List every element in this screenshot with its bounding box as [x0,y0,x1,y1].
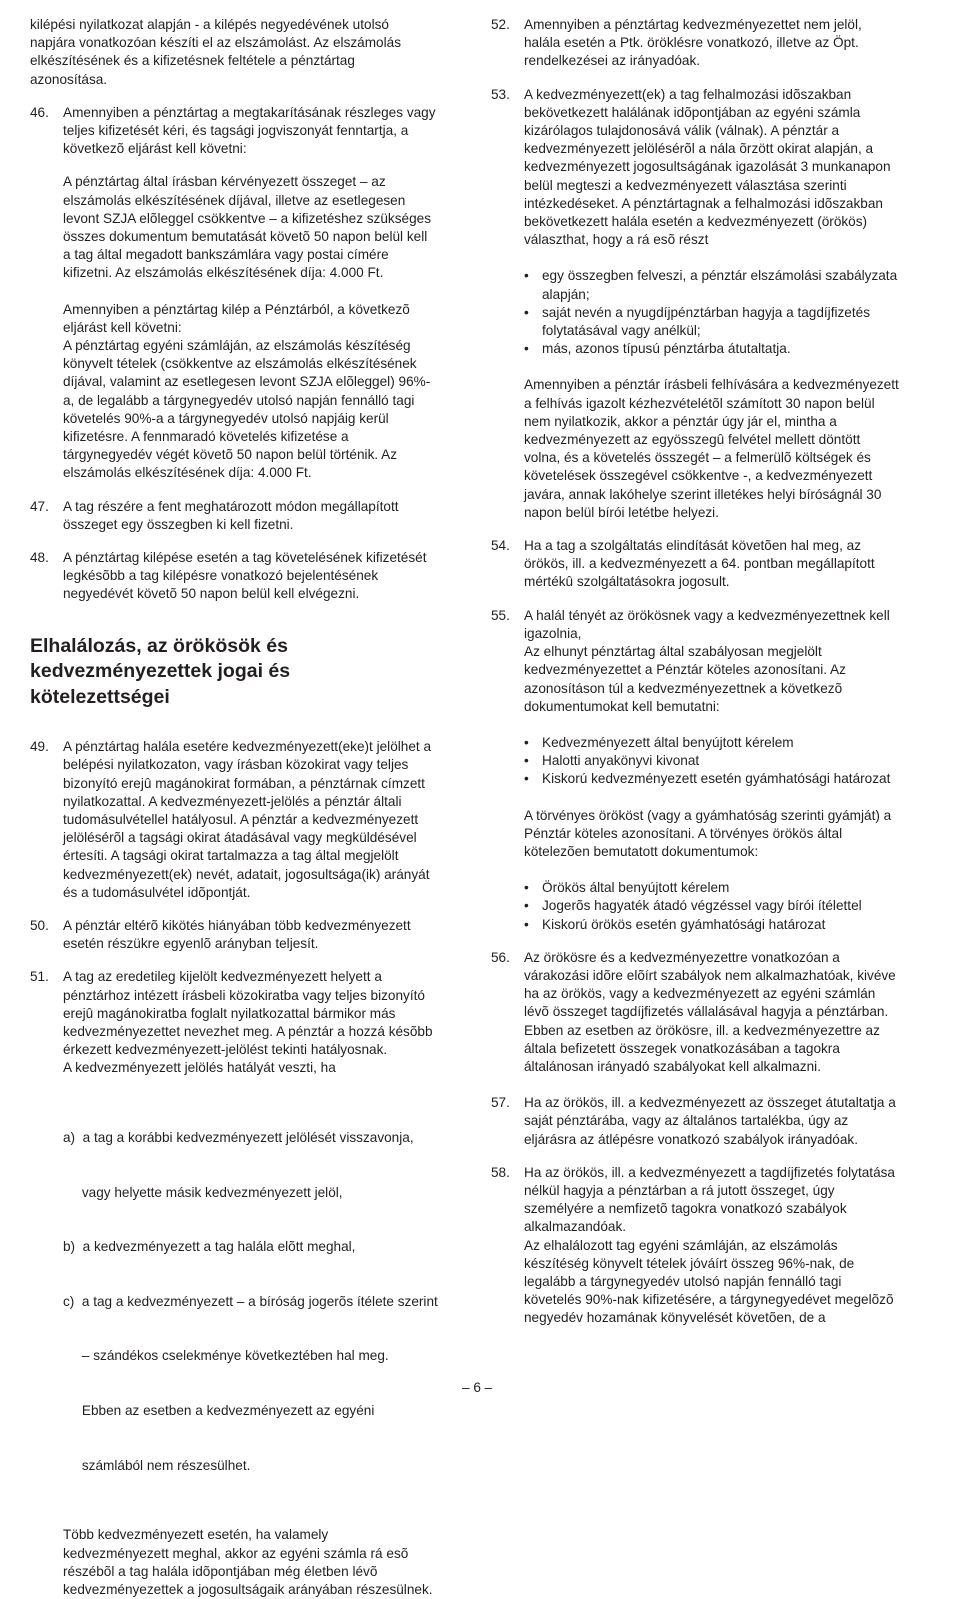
text-line: eljárást kell követni: [63,319,182,335]
text-line: személyére a nemfizetõ tagokra vonatkozó szabályok [524,1201,847,1217]
text-line: belül megteszi a kedvezményezett választása szerinti [524,177,847,193]
section-51 [30,968,470,1599]
text-line: alkalmazandóak. [524,1219,627,1235]
text-line: Az örökösre és a kedvezményezettre vonatkozóan a [524,949,840,965]
section-number: 58. [491,1164,510,1180]
section-heading [30,634,470,711]
right-column [491,16,933,1328]
list-item [524,304,933,340]
text-line: mértékû szolgáltatásokra jogosult. [524,574,730,590]
text-line: elkészítésének és a kifizetésnek feltétele a pénztártag [30,53,355,69]
text-line: A kedvezményezett(ek) a tag felhalmozási idõszakban [524,86,852,102]
list-item [524,734,933,752]
text-line: folytatásával vagy anélkül; [542,323,701,339]
text-line: pénztárhoz intézett írásbeli közokiratba vagy teljes bizonyító [63,987,425,1003]
section-number: 48. [30,550,49,566]
text-line: általánosan irányadó szabályokat kell alkalmazni. [524,1058,821,1074]
text-line: kedvezményezett jogosultságának igazolását 3 munkanapon [524,159,891,175]
text-line: Amennyiben a pénztártag kedvezményezettet nem jelöl, [524,17,862,32]
text-line: napjára vonatkozóan készíti el az elszámolást. Az elszámolás [30,35,401,51]
text-line: volna, és a követelés összegét – a felmerülõ költségek és [524,450,871,466]
text-line: kötelezõen bemutatott dokumentumok: [524,843,759,859]
text-line: kedvezményezett(ek) nevét, adatait, jogosultsága(ik) arányát [63,866,430,882]
text-line: Amennyiben a pénztártag kilép a Pénztárból, a következõ [63,301,410,317]
text-line: értesíti. A tagsági okirat tartalmazza a tag által megjelölt [63,848,399,864]
text-line: ha az örökös, vagy a kedvezményezett az egyéni számlán [524,986,876,1002]
text-line: díjával, valamint az esetlegesen levont SZJA elõleggel) 96%- [63,374,431,390]
text-line: egy összegben felveszi, a pénztár elszámolási szabályzata [542,268,898,284]
bullet-icon: • [524,771,529,787]
text-line: legkésõbb a tag kilépésre vonatkozó bejelentésének [63,568,379,584]
list-item [524,752,933,770]
text-line: A tag részére a fent meghatározott módon megállapított [63,498,399,514]
section-48 [30,549,470,604]
list-item-text: Jogerõs hagyaték átadó végzéssel vagy bírói ítélettel [542,898,862,914]
section-number: 49. [30,739,49,755]
section-52 [491,16,933,71]
section-57 [491,1094,933,1149]
text-line: készítéség könyvelt tételek jóváírt összeg 96%-nak, de [524,1255,855,1271]
text-line: halála esetén a Ptk. öröklésre vonatkozó, illetve az Öpt. [524,35,859,51]
section-number: 51. [30,969,49,985]
bullet-icon: • [524,734,529,750]
text-line: A törvényes örököst (vagy a gyámhatóság szerinti gyámját) a [524,807,892,823]
list-item-text: Kiskorú örökös esetén gyámhatósági határozat [542,916,826,932]
text-line: követelések összegével csökkentve -, a kedvezményezett [524,468,873,484]
text-line: saját nevén a nyugdíjpénztárban hagyja a tagdíjfizetés [542,304,870,320]
text-line: kedvezményezett meghal, akkor az egyéni számla rá esõ [63,1545,409,1561]
text-line: Amennyiben a pénztár írásbeli felhívására a kedvezményezett [524,377,899,393]
text-line: Ha az örökös, ill. a kedvezményezett az összeget átutaltatja a [524,1095,896,1111]
bullet-icon: • [524,898,529,914]
text-line: következõ eljárást kell követni: [63,141,247,157]
section-58 [491,1164,933,1328]
text-line: A pénztártag által írásban kérvényezett összeget – az [63,174,386,190]
text-line: nyilatkozattal. A kedvezményezett-jelölés a pénztár általi [63,793,402,809]
list-item-text: Halotti anyakönyvi kivonat [542,753,700,769]
text-line: A halál tényét az örökösnek vagy a kedvezményezettnek kell [524,607,890,623]
text-line: kedvezményezett az egyösszegû felvétel mellett döntött [524,432,861,448]
text-line: bekövetkezett halála esetén a kedvezményezett (örökös) [524,214,868,230]
sub-list-item: Ebben az esetben a kedvezményezett az egyéni [63,1403,375,1419]
paragraph [63,104,470,159]
text-line: javára, annak lakóhelye szerint illetékes helyi bíróságnál 30 [524,486,882,502]
text-line: napon belül bírói letétbe helyezi. [524,504,719,520]
section-53 [491,86,933,522]
section-number: 54. [491,538,510,554]
list-item [524,267,933,303]
text-line: általa befizetett összegek vonatkozásában a tagokra [524,1040,840,1056]
text-line: könyvelt tételek (csökkentve az elszámolás elkészítésének [63,356,417,372]
sub-list-item: b) a kedvezményezett a tag halála elõtt meghal, [63,1239,356,1255]
text-line: levont SZJA elõleggel csökkentve – a kifizetéshez szükséges [63,210,431,226]
section-number: 55. [491,607,510,623]
text-line: Pénztár köteles azonosítani. A törvényes örökös által [524,825,843,841]
bullet-icon: • [524,268,529,284]
bullet-icon: • [524,753,529,769]
text-line: A pénztártag halála esetére kedvezményezett(eke)t jelölhet a [63,739,432,755]
text-line: Ha a tag a szolgáltatás elindítását követõen hal meg, az [524,538,862,554]
text-line: A pénztár eltérõ kikötés hiányában több kedvezményezett [63,918,411,934]
section-number: 56. [491,949,510,965]
text-line: bekövetkezett halálának idõpontjában az egyéni számla [524,104,861,120]
section-54 [491,537,933,592]
text-line: azonosítása. [30,71,108,87]
text-line: negyedév hozamának könyvelését követõen, de a [524,1310,826,1326]
text-line: bizonyító erejû magánokirat formában, a pénztárnak címzett [63,775,425,791]
bullet-icon: • [524,341,529,357]
section-56 [491,949,933,1076]
text-line: részébõl a tag halála idõpontjában még életben lévõ [63,1563,378,1579]
text-line: intézkedéseket. A pénztártagnak a felhalmozási idõszakban [524,195,883,211]
text-line: a, de legalább a tárgynegyedév utolsó napján fennálló tagi [63,392,415,408]
text-line: örökös, ill. a kedvezményezett a 64. pontban megállapított [524,556,875,572]
heading-line: kötelezettségei [30,685,170,708]
text-line: kedvezményezett jelölésérõl a nála õrzött okirat alapján, a [524,141,874,157]
text-line: Amennyiben a pénztártag a megtakarításának részleges vagy [63,104,436,120]
text-line: tudomásulvétellel hatályosul. A pénztár a kedvezményezett [63,812,419,827]
heading-line: Elhalálozás, az örökösök és [30,634,288,657]
list-item [524,770,933,788]
sub-list-item: – szándékos cselekménye következtében hal meg. [63,1348,389,1364]
text-line: követelés 90%-nak kifizetésére, a tárgynegyedévet megelõzõ [524,1292,894,1308]
list-item-text: Kiskorú kedvezményezett esetén gyámhatósági határozat [542,771,891,787]
text-line: a felhívás igazolt kézhezvételétõl számított 30 napon belül [524,395,875,411]
text-line: érkezett kedvezményezett-jelölést tekinti hatályosnak. [63,1042,388,1058]
section-number: 52. [491,17,510,32]
list-item [524,897,933,915]
paragraph [63,301,470,483]
text-line: A pénztártag egyéni számláján, az elszámolás készítéség [63,338,411,354]
text-line: lévõ összeget tagdíjfizetés vállalásával hagyja a pénztárban. [524,1004,889,1020]
section-number: 53. [491,86,510,102]
text-line: összes dokumentum bemutatását követõ 50 napon belül kell [63,229,428,245]
text-line: rendelkezései az irányadóak. [524,53,701,69]
list-item [524,879,933,897]
text-line: nélkül hagyja a pénztárban a rá jutott összeget, úgy [524,1182,835,1198]
text-line: Az elhalálozott tag egyéni számláján, az elszámolás [524,1237,838,1253]
section-47 [30,498,470,534]
sub-list-item: vagy helyette másik kedvezményezett jelöl, [63,1184,343,1200]
text-line: követelés 90%-a a tárgynegyedév utolsó napjáig kerül [63,410,389,426]
text-line: jelölésérõl a tagsági okirat átadásával vagy megküldésével [63,830,417,846]
section-number: 47. [30,498,49,514]
section-49 [30,738,470,902]
list-item-text: Örökös által benyújtott kérelem [542,880,730,896]
text-line: Az elhunyt pénztártag által szabályosan megjelölt [524,644,822,660]
bullet-list [524,734,933,789]
text-line: erejû magánokiratba foglalt nyilatkozattal bármikor más [63,1005,396,1021]
text-line: igazolnia, [524,625,582,641]
bullet-icon: • [524,880,529,896]
text-line: A tag az eredetileg kijelölt kedvezményezett helyett a [63,969,382,985]
text-line: azonosításon túl a kedvezményezettnek a következõ [524,680,843,696]
text-line: és a tudomásulvétel idõpontját. [63,884,251,900]
left-column [30,16,470,1599]
text-line: kedvezményezettet a Pénztár köteles azonosítani. Az [524,662,846,678]
section-number: 50. [30,918,49,934]
text-line: összeget egy összegben ki kell fizetni. [63,516,294,532]
heading-line: kedvezményezettek jogai és [30,660,291,683]
text-line: eljárásra az átlépésre vonatkozó szabályok irányadóak. [524,1131,858,1147]
text-line: nem nyilatkozik, akkor a pénztár úgy jár el, mintha a [524,413,837,429]
text-line: alapján; [542,286,590,302]
text-line: tárgynegyedév végét követõ 50 napon belül történik. Az [63,447,398,463]
text-line: A pénztártag kilépése esetén a tag követelésének kifizetését [63,550,427,566]
list-item [524,916,933,934]
text-line: legalább a tárgynegyedév utolsó napján fennálló tagi [524,1273,842,1289]
text-line: a tag által megadott bankszámlára vagy postai címére [63,247,389,263]
list-item-text: Kedvezményezett által benyújtott kérelem [542,734,794,750]
text-line: A kedvezményezett jelölés hatályát veszti, ha [63,1060,336,1076]
bullet-icon: • [524,916,529,932]
text-line: várakozási idõre elõírt szabályok nem alkalmazhatóak, kivéve [524,967,896,983]
text-line: kilépési nyilatkozat alapján - a kilépés negyedévének utolsó [30,17,389,32]
sub-list [63,1093,470,1512]
text-line: Ebben az esetben az örökösre, ill. a kedvezményezettre az [524,1022,880,1038]
section-number: 46. [30,104,49,120]
text-line: belépési nyilatkozaton, vagy írásban közokirat vagy teljes [63,757,409,773]
sub-list-item: számlából nem részesülhet. [63,1457,251,1473]
section-46 [30,104,470,483]
text-line: Több kedvezményezett esetén, ha valamely [63,1527,329,1543]
text-line: Ha az örökös, ill. a kedvezményezett a tagdíjfizetés folytatása [524,1164,895,1180]
text-line: teljes kifizetését kéri, és tagsági jogviszonyát fenntartja, a [63,123,409,139]
bullet-list [524,267,933,358]
paragraph [63,173,470,282]
text-line: kizárólagos tulajdonosává válik (válnak). A pénztár a [524,123,840,139]
text-line: saját pénztárába, vagy az általános tartalékba, úgy az [524,1113,849,1129]
text-line: dokumentumokat kell bemutatni: [524,698,720,714]
text-line: kedvezményezettek a jogosultságaik arányában részesülnek. [63,1581,433,1597]
bullet-list [524,879,933,934]
text-line: kifizetésre. A fennmaradó követelés kifizetése a [63,429,349,445]
sub-list-item: c) a tag a kedvezményezett – a bíróság jogerõs ítélete szerint [63,1293,438,1309]
text-line: kedvezményezettet nevezhet meg. A pénztár a hozzá késõbb [63,1024,433,1040]
paragraph-continued [30,16,470,89]
text-line: választhat, hogy a rá esõ részt [524,232,709,248]
text-line: kifizetni. Az elszámolás elkészítésének díja: 4.000 Ft. [63,265,384,281]
text-line: más, azonos típusú pénztárba átutaltatja. [542,341,791,357]
page-number: – 6 – [462,1380,493,1395]
text-line: esetén részükre egyenlõ arányban teljesít. [63,936,319,952]
bullet-icon: • [524,304,529,320]
sub-list-item: a) a tag a korábbi kedvezményezett jelölését visszavonja, [63,1130,414,1146]
section-50 [30,917,470,953]
text-line: elszámolás elkészítésének díja: 4.000 Ft. [63,465,312,481]
section-number: 57. [491,1095,510,1111]
text-line: elszámolás elkészítésének díjával, illetve az esetlegesen [63,192,406,208]
list-item [524,340,933,358]
section-55 [491,607,933,934]
text-line: negyedévét követõ 50 napon belül kell elvégezni. [63,586,360,602]
